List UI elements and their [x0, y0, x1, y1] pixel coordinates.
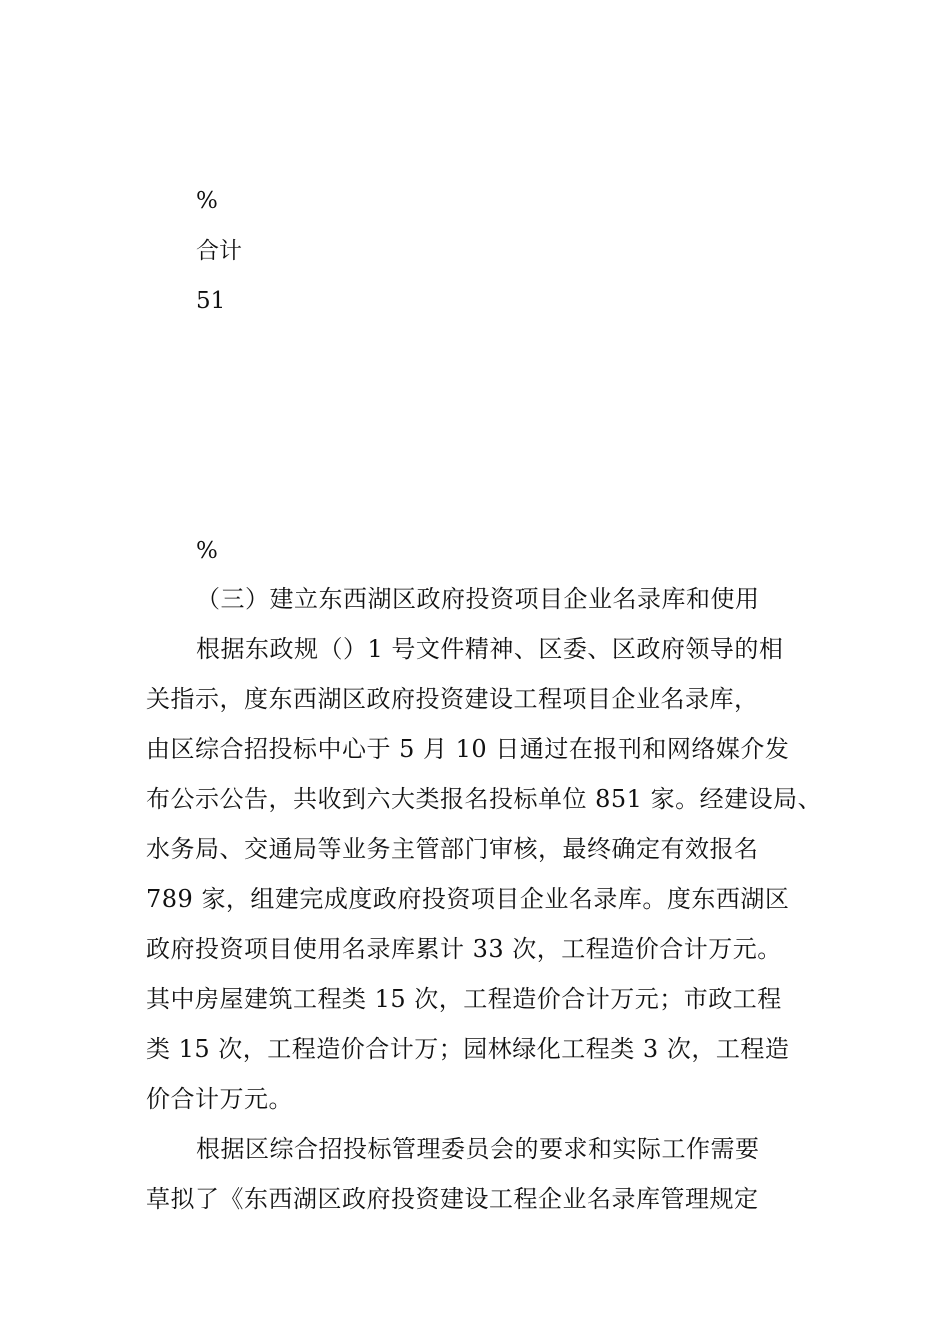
- paragraph-2-line: 根据区综合招投标管理委员会的要求和实际工作需要: [196, 1135, 760, 1163]
- paragraph-1-line: 789 家，组建完成度政府投资项目企业名录库。度东西湖区: [146, 885, 790, 913]
- paragraph-2-line: 草拟了《东西湖区政府投资建设工程企业名录库管理规定: [146, 1185, 759, 1213]
- percent-sign: %: [196, 538, 218, 564]
- percent-sign: %: [196, 188, 218, 214]
- paragraph-1-line: 布公示公告，共收到六大类报名投标单位 851 家。经建设局、: [146, 785, 823, 813]
- total-value: 51: [196, 288, 226, 314]
- paragraph-1-line: 价合计万元。: [146, 1085, 293, 1113]
- paragraph-1-line: 根据东政规（）1 号文件精神、区委、区政府领导的相: [196, 635, 784, 663]
- total-label: 合计: [196, 238, 242, 264]
- paragraph-1-line: 其中房屋建筑工程类 15 次，工程造价合计万元；市政工程: [146, 985, 782, 1013]
- paragraph-1-line: 关指示，度东西湖区政府投资建设工程项目企业名录库，: [146, 685, 759, 713]
- paragraph-1-line: 由区综合招投标中心于 5 月 10 日通过在报刊和网络媒介发: [146, 735, 790, 763]
- paragraph-1-line: 类 15 次，工程造价合计万；园林绿化工程类 3 次，工程造: [146, 1035, 790, 1063]
- section-heading: （三）建立东西湖区政府投资项目企业名录库和使用: [196, 585, 760, 613]
- paragraph-1-line: 政府投资项目使用名录库累计 33 次，工程造价合计万元。: [146, 935, 782, 963]
- paragraph-1-line: 水务局、交通局等业务主管部门审核，最终确定有效报名: [146, 835, 759, 863]
